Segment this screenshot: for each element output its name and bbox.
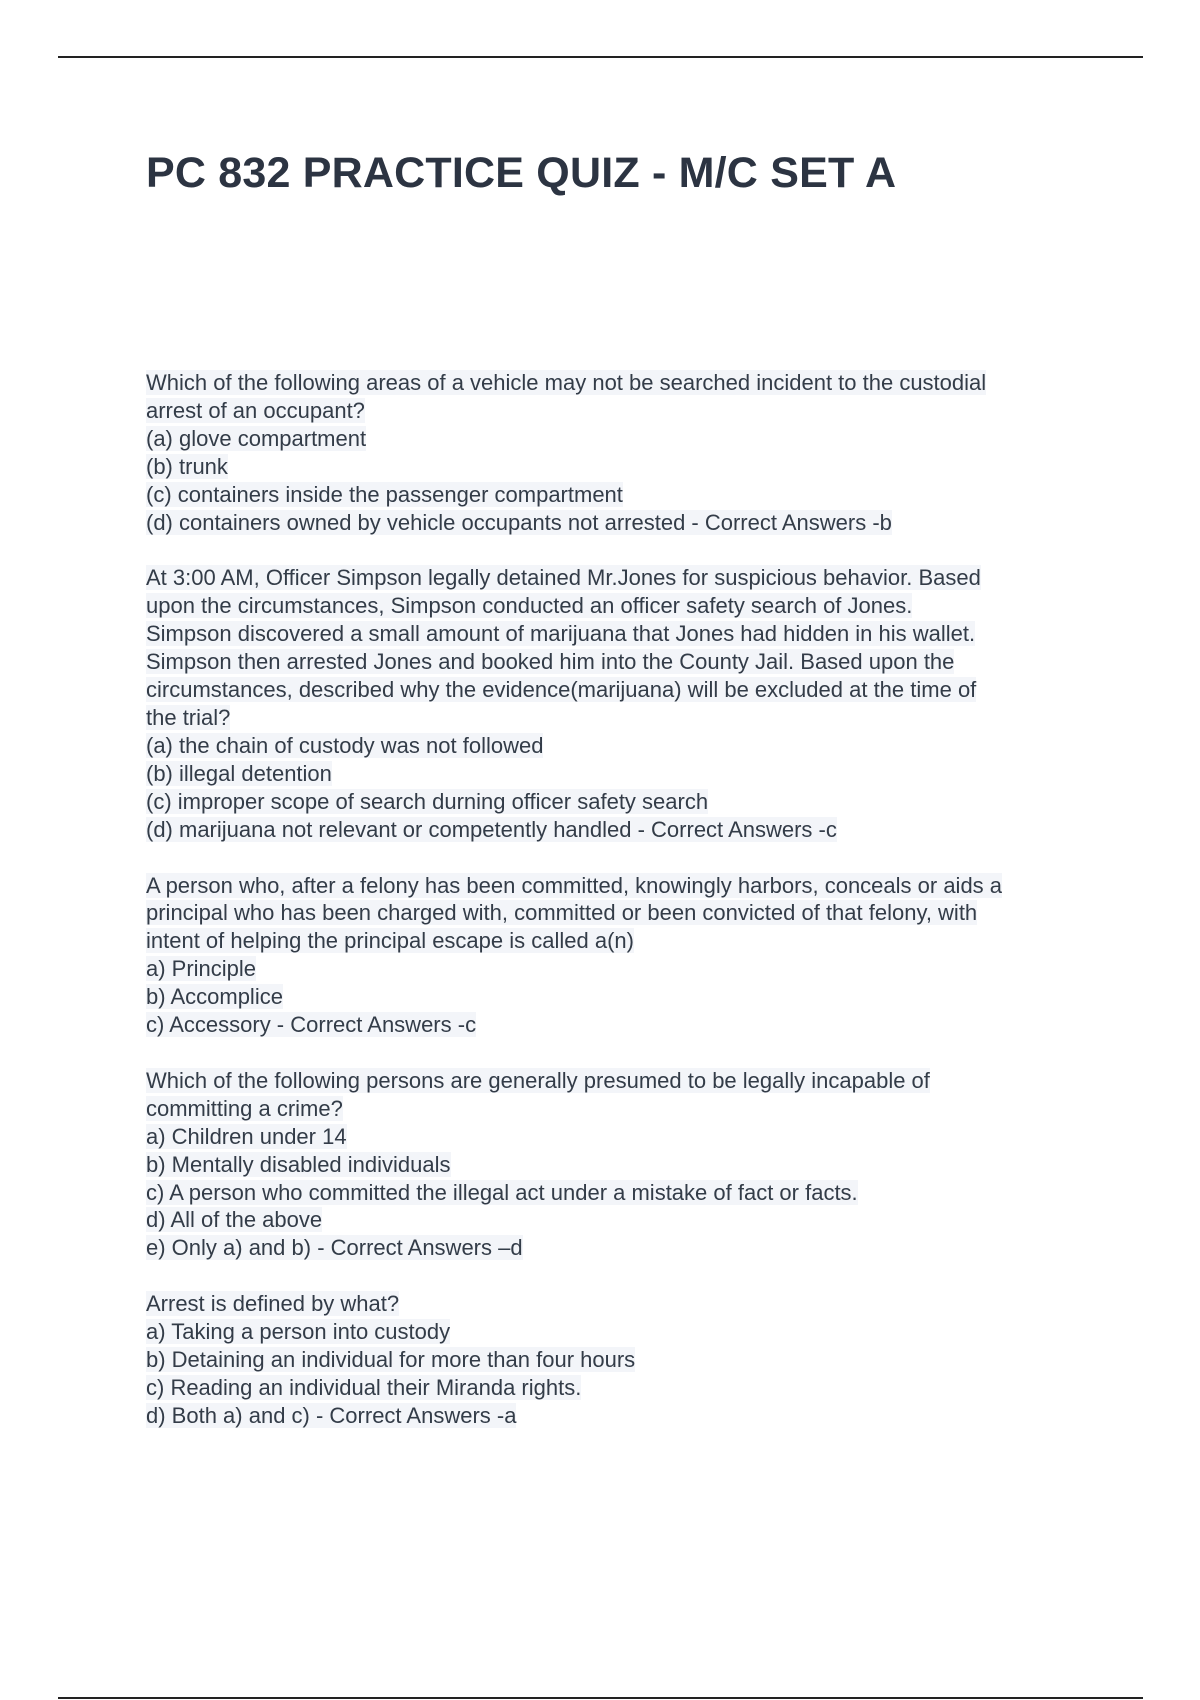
question-4 [146, 1067, 1106, 1262]
question-4-line: committing a crime? [146, 1095, 343, 1121]
question-1-line: Which of the following areas of a vehicle may not be searched incident to the custodial [146, 370, 987, 395]
question-2-line: upon the circumstances, Simpson conducted an officer safety search of Jones. [146, 593, 913, 619]
question-3-option-b: b) Accomplice [146, 984, 283, 1010]
question-1 [146, 369, 1106, 536]
question-2-line: At 3:00 AM, Officer Simpson legally detained Mr.Jones for suspicious behavior. Based [146, 565, 981, 591]
question-2-line: circumstances, described why the evidence(marijuana) will be excluded at the time of [146, 677, 977, 703]
question-2-line: the trial? [146, 704, 231, 730]
question-5-option-d-answer: d) Both a) and c) - Correct Answers -a [146, 1402, 517, 1428]
question-4-option-a: a) Children under 14 [146, 1123, 347, 1149]
question-3-option-c-answer: c) Accessory - Correct Answers -c [146, 1012, 477, 1038]
question-list [146, 369, 1106, 1458]
page-title: PC 832 PRACTICE QUIZ - M/C SET A [146, 149, 897, 197]
question-2-line: Simpson discovered a small amount of marijuana that Jones had hidden in his wallet. [146, 621, 976, 647]
question-4-line: Which of the following persons are generally presumed to be legally incapable of [146, 1067, 930, 1093]
question-2-option-c: (c) improper scope of search durning officer safety search [146, 788, 709, 814]
question-4-option-e-answer: e) Only a) and b) - Correct Answers –d [146, 1235, 523, 1261]
question-5-option-a: a) Taking a person into custody [146, 1319, 451, 1345]
question-1-line: arrest of an occupant? [146, 397, 365, 423]
question-1-option-a: (a) glove compartment [146, 425, 367, 451]
question-5-option-b: b) Detaining an individual for more than four hours [146, 1347, 636, 1373]
question-5 [146, 1290, 1106, 1430]
question-5-option-c: c) Reading an individual their Miranda rights. [146, 1375, 582, 1400]
question-4-option-c: c) A person who committed the illegal act under a mistake of fact or facts. [146, 1179, 858, 1205]
question-2-line: Simpson then arrested Jones and booked him into the County Jail. Based upon the [146, 649, 955, 675]
question-1-option-c: (c) containers inside the passenger compartment [146, 481, 623, 507]
question-5-line: Arrest is defined by what? [146, 1291, 400, 1317]
question-3-option-a: a) Principle [146, 956, 257, 982]
bottom-divider [58, 1697, 1143, 1699]
question-4-option-b: b) Mentally disabled individuals [146, 1151, 451, 1177]
question-2 [146, 564, 1106, 843]
top-divider [58, 56, 1143, 58]
question-3-line: A person who, after a felony has been committed, knowingly harbors, conceals or aids a [146, 872, 1003, 898]
question-2-option-b: (b) illegal detention [146, 760, 332, 786]
question-2-option-a: (a) the chain of custody was not followed [146, 732, 544, 758]
question-4-option-d: d) All of the above [146, 1207, 323, 1233]
question-3-line: intent of helping the principal escape is called a(n) [146, 928, 634, 954]
question-1-option-d-answer: (d) containers owned by vehicle occupants not arrested - Correct Answers -b [146, 509, 892, 535]
question-2-option-d-answer: (d) marijuana not relevant or competently handled - Correct Answers -c [146, 816, 837, 842]
question-3 [146, 872, 1106, 1039]
question-1-option-b: (b) trunk [146, 453, 228, 479]
question-3-line: principal who has been charged with, committed or been convicted of that felony, with [146, 900, 978, 926]
